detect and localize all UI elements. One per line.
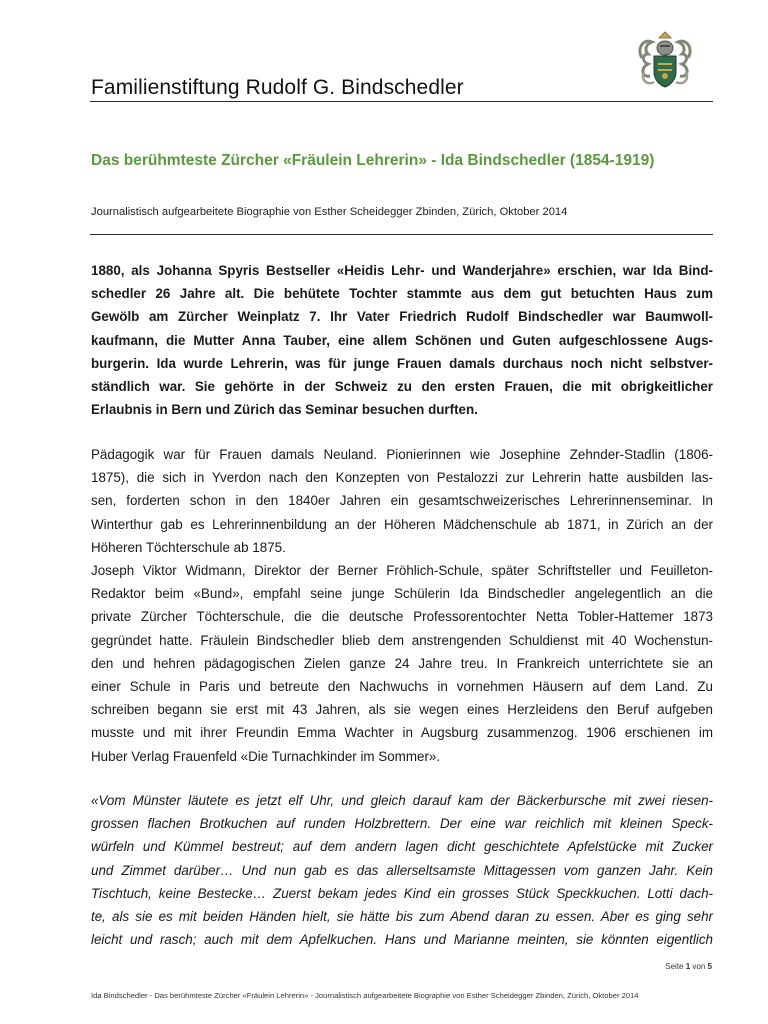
family-crest-icon [634, 28, 696, 92]
text-line: musste und mit ihrer Freundin Emma Wachter in Augsburg zusammenzog. 1906 erschienen im [91, 725, 713, 741]
text-line: gegründet hatte. Fräulein Bindschedler blieb dem anstrengenden Schuldienst mit 40 Wochenstun- [91, 632, 713, 648]
text-line: Redaktor beim «Bund», empfahl seine junge Schülerin Ida Bindschedler angelegentlich an die [91, 586, 713, 602]
text-line: Höheren Töchterschule ab 1875. [91, 539, 286, 555]
quote-paragraph [91, 789, 713, 951]
text-line: private Zürcher Töchterschule, die die deutsche Professorentochter Netta Tobler-Hattemer 1873 [91, 609, 713, 625]
text-line: «Vom Münster läutete es jetzt elf Uhr, und gleich darauf kam der Bäckerbursche mit zwei riesen- [91, 793, 713, 808]
text-line: schreiben begann sie erst mit 43 Jahren, als sie wegen eines Herzleidens den Beruf aufgeben [91, 702, 713, 718]
header-divider [90, 101, 713, 102]
text-line: schedler 26 Jahre alt. Die behütete Tochter stammte aus dem gut betuchten Haus zum [91, 286, 713, 302]
foundation-header-title: Familienstiftung Rudolf G. Bindschedler [91, 76, 464, 99]
page-label: Seite [665, 962, 684, 971]
text-line: würfeln und Kümmel bestreut; auf dem andern lagen dicht geschichtete Apfelstücke mit Zucker [91, 839, 713, 855]
text-line: Gewölb am Zürcher Weinplatz 7. Ihr Vater Friedrich Rudolf Bindschedler war Baumwoll- [91, 309, 713, 325]
page-current: 1 [685, 962, 691, 971]
document-title: Das berühmteste Zürcher «Fräulein Lehrerin» - Ida Bindschedler (1854-1919) [91, 152, 655, 169]
text-line: 1880, als Johanna Spyris Bestseller «Heidis Lehr- und Wanderjahre» erschien, war Ida Bind- [91, 263, 713, 278]
page-of: von [692, 962, 706, 971]
intro-paragraph [91, 259, 713, 421]
footer-text: Ida Bindschedler - Das berühmteste Zürcher «Fräulein Lehrerin» - Journalistisch aufgearbeitete Biographie von Esther Scheidegger Zbinden, Zürich, Oktober 2014 [91, 991, 639, 1000]
text-line: sen, forderten schon in den 1840er Jahren ein gesamtschweizerisches Lehrerinnenseminar. In [91, 493, 713, 509]
text-line: ständlich war. Sie gehörte in der Schweiz zu den ersten Frauen, die mit obrigkeitlicher [91, 379, 713, 395]
text-line: te, als sie es mit beiden Händen hielt, sie hätte bis zum Abend daran zu essen. Aber es ging sehr [91, 909, 713, 925]
text-line: Tischtuch, keine Bestecke… Zuerst bekam jedes Kind ein grosses Stück Speckkuchen. Lotti dach- [91, 885, 713, 901]
title-divider [90, 234, 713, 235]
text-line: und Zimmet darüber… Und nun gab es das allerseltsamste Mittagessen vom ganzen Jahr. Kein [91, 862, 713, 878]
document-subtitle: Journalistisch aufgearbeitete Biographie von Esther Scheidegger Zbinden, Zürich, Oktober 2014 [91, 206, 568, 218]
text-line: Winterthur gab es Lehrerinnenbildung an der Höheren Mädchenschule ab 1871, in Zürich an der [91, 516, 713, 532]
page-total: 5 [707, 962, 712, 971]
body-paragraph [91, 443, 713, 768]
text-line: Pädagogik war für Frauen damals Neuland. Pionierinnen wie Josephine Zehnder-Stadlin (1806- [91, 447, 713, 462]
text-line: den und hehren pädagogischen Zielen ganze 24 Jahre treu. In Frankreich unterrichtete sie an [91, 655, 713, 671]
text-line: Huber Verlag Frauenfeld «Die Turnachkinder im Sommer». [91, 748, 441, 764]
text-line: Joseph Viktor Widmann, Direktor der Berner Fröhlich-Schule, später Schriftsteller und Feuilleton- [91, 563, 713, 579]
text-line: grossen flachen Brotkuchen auf runden Holzbrettern. Der eine war reichlich mit kleinen Speck- [91, 816, 713, 832]
text-line: leicht und rasch; auch mit dem Apfelkuchen. Hans und Marianne meinten, sie könnten eigentlich [91, 932, 713, 948]
text-line: 1875), die sich in Yverdon nach den Konzepten von Pestalozzi zur Lehrerin hatte ausbilden las- [91, 470, 713, 486]
text-line: einer Schule in Paris und betreute den Nachwuchs in vornehmen Häusern auf dem Land. Zu [91, 679, 713, 695]
text-line: burgerin. Ida wurde Lehrerin, was für junge Frauen damals durchaus noch nicht selbstver- [91, 355, 713, 371]
text-line: kaufmann, die Mutter Anna Tauber, eine allem Schönen und Guten aufgeschlossene Augs- [91, 332, 713, 348]
page-number [665, 962, 712, 971]
text-line: Erlaubnis in Bern und Zürich das Seminar besuchen durften. [91, 402, 478, 418]
